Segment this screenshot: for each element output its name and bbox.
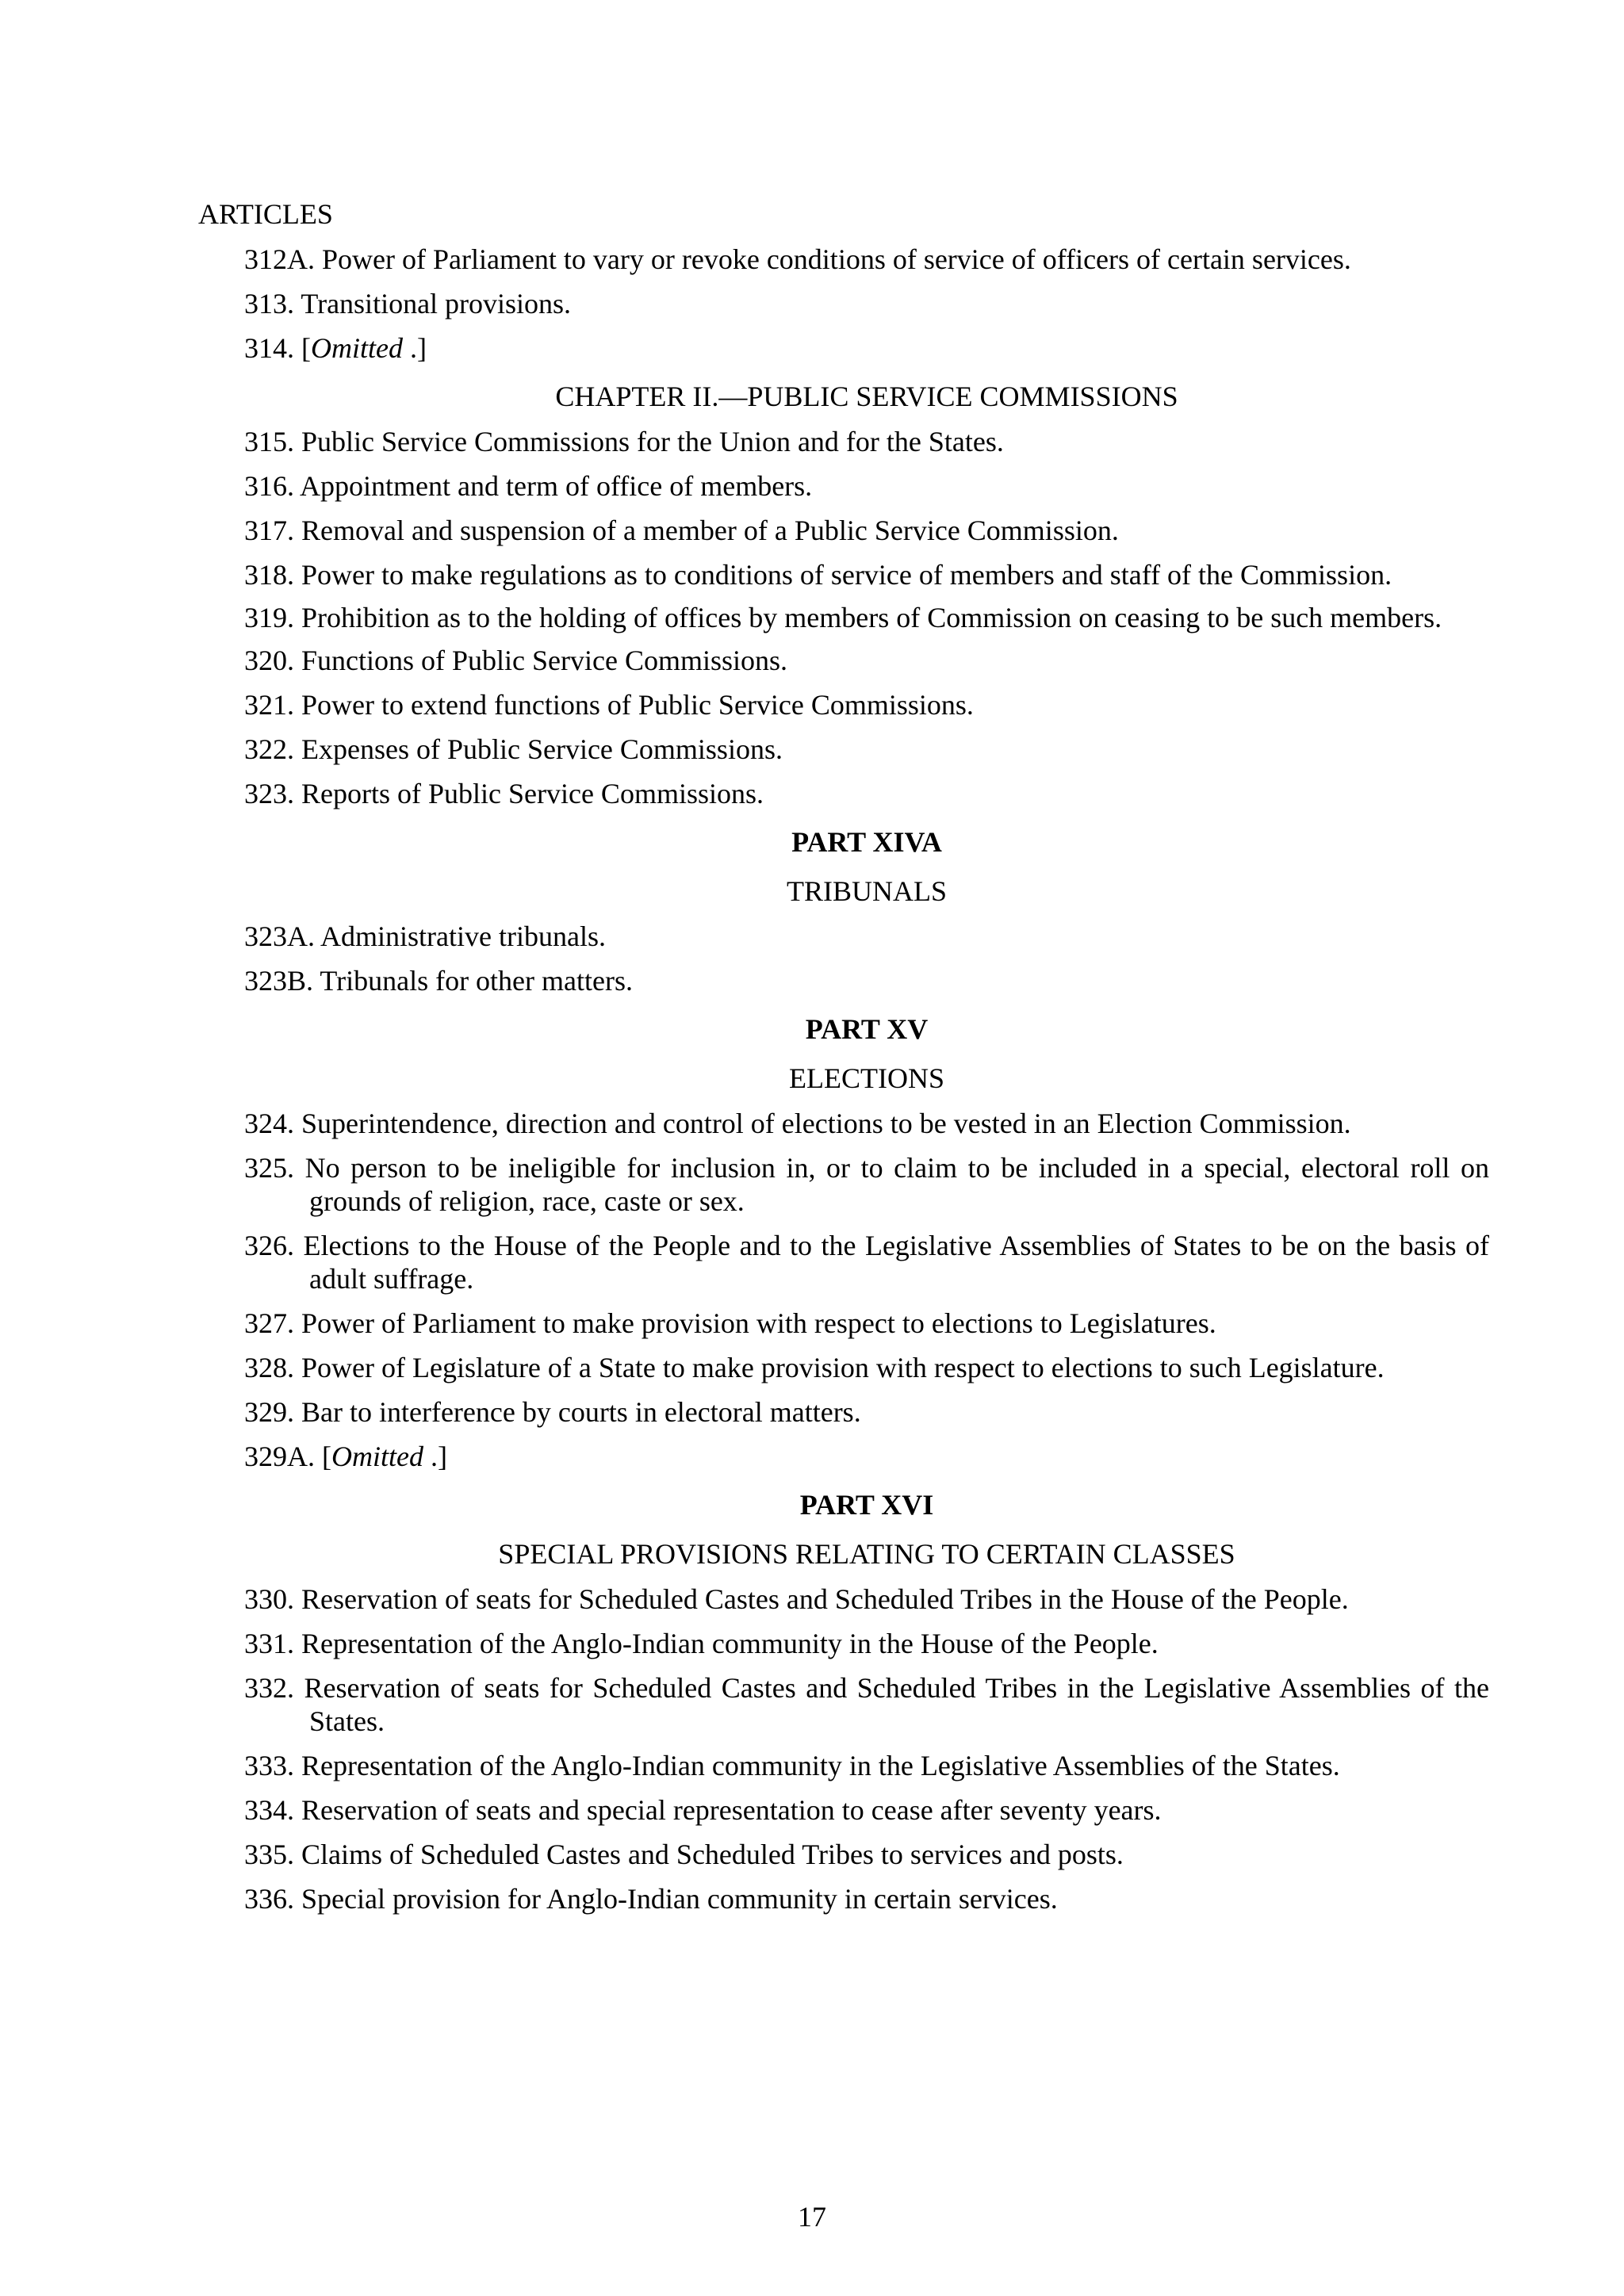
article-title: No person to be ineligible for inclusion in, or to claim to be included in a special, electoral roll on grounds of religion, race, caste or sex.	[304, 1152, 1490, 1217]
article-entry	[244, 1838, 1489, 1871]
article-title: Elections to the House of the People and to the Legislative Assemblies of States to be on the basis of adult suffrage.	[303, 1230, 1490, 1295]
article-number: 323B.	[244, 965, 314, 997]
article-entry	[244, 1151, 1489, 1218]
article-number: 322.	[244, 733, 294, 765]
section-heading: ELECTIONS	[789, 1062, 944, 1094]
article-title: Removal and suspension of a member of a Public Service Commission.	[301, 515, 1119, 546]
spacer	[244, 859, 1489, 874]
article-title: Reservation of seats and special representation to cease after seventy years.	[301, 1794, 1162, 1826]
article-number: 323A.	[244, 920, 315, 952]
spacer	[244, 1660, 1489, 1671]
spacer	[244, 1140, 1489, 1151]
article-entry	[244, 920, 1489, 953]
article-title: Appointment and term of office of members.	[300, 470, 813, 502]
article-entry	[244, 287, 1489, 320]
article-entry	[244, 1440, 1489, 1473]
article-entry	[244, 733, 1489, 766]
article-title: Power of Legislature of a State to make provision with respect to elections to such Legislature.	[301, 1352, 1385, 1383]
article-number: 324.	[244, 1108, 294, 1139]
article-entry	[244, 644, 1489, 677]
section-heading: SPECIAL PROVISIONS RELATING TO CERTAIN CLASSES	[498, 1538, 1235, 1570]
article-entry	[244, 425, 1489, 458]
article-entry	[244, 1229, 1489, 1295]
article-title: Expenses of Public Service Commissions.	[301, 733, 783, 765]
article-title: Representation of the Anglo-Indian community in the House of the People.	[301, 1628, 1159, 1659]
article-title: Tribunals for other matters.	[320, 965, 633, 997]
article-number: 314.	[244, 332, 294, 364]
spacer	[244, 547, 1489, 558]
article-entry	[244, 688, 1489, 721]
spacer	[244, 1429, 1489, 1440]
article-number: 316.	[244, 470, 294, 502]
article-title: Reports of Public Service Commissions.	[301, 778, 764, 809]
omitted-open-bracket: [	[301, 332, 311, 364]
article-title: Prohibition as to the holding of offices by members of Commission on ceasing to be such members.	[301, 602, 1442, 633]
article-number: 317.	[244, 515, 294, 546]
spacer	[244, 1340, 1489, 1351]
article-title: Superintendence, direction and control of elections to be vested in an Election Commission.	[301, 1108, 1351, 1139]
section-heading: CHAPTER II.—PUBLIC SERVICE COMMISSIONS	[555, 381, 1178, 412]
article-number: 319.	[244, 602, 294, 633]
article-number: 313.	[244, 288, 294, 320]
article-title: Power of Parliament to vary or revoke conditions of service of officers of certain services.	[322, 243, 1351, 275]
article-number: 312A.	[244, 243, 315, 275]
article-title: Representation of the Anglo-Indian community in the Legislative Assemblies of the States.	[301, 1750, 1340, 1781]
articles-label: ARTICLES	[198, 198, 333, 230]
spacer	[244, 677, 1489, 688]
article-entry	[244, 558, 1489, 591]
article-title: Power to make regulations as to conditions of service of members and staff of the Commission.	[301, 559, 1392, 591]
part-heading: PART XV	[805, 1013, 929, 1045]
article-entry	[244, 1582, 1489, 1616]
spacer	[244, 633, 1489, 644]
article-number: 336.	[244, 1883, 294, 1915]
article-number: 327.	[244, 1307, 294, 1339]
article-number: 323.	[244, 778, 294, 809]
spacer	[244, 1473, 1489, 1487]
article-entry	[244, 469, 1489, 503]
article-number: 325.	[244, 1152, 294, 1184]
article-title: Power of Parliament to make provision with respect to elections to Legislatures.	[301, 1307, 1216, 1339]
article-title: Public Service Commissions for the Union and for the States.	[301, 426, 1004, 457]
article-number: 318.	[244, 559, 294, 591]
article-number: 320.	[244, 645, 294, 676]
spacer	[244, 1047, 1489, 1061]
spacer	[244, 909, 1489, 920]
spacer	[244, 810, 1489, 825]
spacer	[244, 1871, 1489, 1882]
article-entry	[244, 1882, 1489, 1915]
article-number: 330.	[244, 1583, 294, 1615]
spacer	[244, 1616, 1489, 1627]
article-entry	[244, 1351, 1489, 1384]
article-entry	[244, 964, 1489, 997]
article-entry	[244, 777, 1489, 810]
spacer	[244, 1218, 1489, 1229]
article-entry	[244, 243, 1489, 276]
article-entry	[244, 603, 1489, 633]
part-heading: PART XIVA	[791, 826, 942, 858]
omitted-close-bracket: .]	[402, 332, 427, 364]
spacer	[244, 721, 1489, 733]
article-number: 334.	[244, 1794, 294, 1826]
article-title: Reservation of seats for Scheduled Castes and Scheduled Tribes in the House of the People.	[301, 1583, 1349, 1615]
spacer	[244, 1522, 1489, 1536]
article-title: Transitional provisions.	[301, 288, 572, 320]
article-entry	[244, 514, 1489, 547]
spacer	[244, 591, 1489, 603]
article-title: Power to extend functions of Public Service Commissions.	[301, 689, 974, 721]
article-number: 328.	[244, 1352, 294, 1383]
article-title: Administrative tribunals.	[320, 920, 606, 952]
article-number: 321.	[244, 689, 294, 721]
spacer	[244, 1571, 1489, 1582]
article-number: 335.	[244, 1839, 294, 1870]
article-entry	[244, 1395, 1489, 1429]
article-number: 333.	[244, 1750, 294, 1781]
omitted-close-bracket: .]	[423, 1441, 447, 1472]
spacer	[244, 1096, 1489, 1107]
article-number: 332.	[244, 1672, 294, 1704]
article-title: Claims of Scheduled Castes and Scheduled Tribes to services and posts.	[301, 1839, 1124, 1870]
section-heading: TRIBUNALS	[786, 875, 947, 907]
spacer	[244, 458, 1489, 469]
spacer	[244, 1384, 1489, 1395]
table-of-contents	[244, 243, 1489, 1915]
spacer	[244, 1827, 1489, 1838]
omitted-label: Omitted	[331, 1441, 423, 1472]
spacer	[244, 953, 1489, 964]
omitted-label: Omitted	[311, 332, 403, 364]
article-title: Functions of Public Service Commissions.	[301, 645, 788, 676]
article-number: 329A.	[244, 1441, 315, 1472]
article-entry	[244, 1793, 1489, 1827]
spacer	[244, 365, 1489, 379]
part-heading: PART XVI	[799, 1489, 934, 1521]
page-number: 17	[798, 2201, 826, 2233]
article-entry	[244, 1627, 1489, 1660]
spacer	[244, 766, 1489, 777]
omitted-open-bracket: [	[322, 1441, 331, 1472]
article-entry	[244, 1671, 1489, 1738]
article-title: Special provision for Anglo-Indian community in certain services.	[301, 1883, 1058, 1915]
article-entry	[244, 1749, 1489, 1782]
spacer	[244, 1738, 1489, 1749]
article-number: 329.	[244, 1396, 294, 1428]
spacer	[244, 320, 1489, 331]
spacer	[244, 1295, 1489, 1307]
article-entry	[244, 331, 1489, 365]
article-number: 331.	[244, 1628, 294, 1659]
spacer	[244, 997, 1489, 1012]
article-entry	[244, 1307, 1489, 1340]
article-title: Bar to interference by courts in electoral matters.	[301, 1396, 861, 1428]
article-number: 326.	[244, 1230, 294, 1261]
spacer	[244, 276, 1489, 287]
spacer	[244, 503, 1489, 514]
article-title: Reservation of seats for Scheduled Castes and Scheduled Tribes in the Legislative Assemblies of the States.	[304, 1672, 1489, 1737]
spacer	[244, 1782, 1489, 1793]
article-number: 315.	[244, 426, 294, 457]
article-entry	[244, 1107, 1489, 1140]
spacer	[244, 414, 1489, 425]
